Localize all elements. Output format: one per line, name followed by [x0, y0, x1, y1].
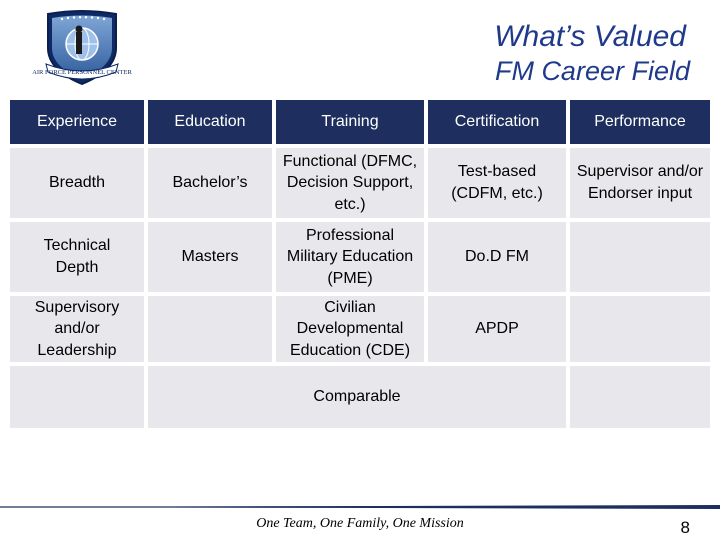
- table-cell: [148, 296, 272, 362]
- table-cell: Technical Depth: [10, 222, 144, 292]
- table-cell: Test-based (CDFM, etc.): [428, 148, 566, 218]
- table-cell: Functional (DFMC, Decision Support, etc.): [276, 148, 424, 218]
- career-field-table: [10, 100, 710, 428]
- column-header-certification: Certification: [428, 100, 566, 144]
- table-cell: Bachelor’s: [148, 148, 272, 218]
- table-cell: Supervisor and/or Endorser input: [570, 148, 710, 218]
- comparable-cell: Comparable: [148, 366, 566, 428]
- table-cell: [570, 222, 710, 292]
- column-header-training: Training: [276, 100, 424, 144]
- column-header-education: Education: [148, 100, 272, 144]
- column-header-performance: Performance: [570, 100, 710, 144]
- table-cell: Do.D FM: [428, 222, 566, 292]
- table-cell-empty: [10, 366, 144, 428]
- table-cell-empty: [570, 366, 710, 428]
- footer-divider: [0, 503, 720, 511]
- logo-text: AIR FORCE PERSONNEL CENTER: [32, 69, 132, 76]
- table-cell: APDP: [428, 296, 566, 362]
- table-cell: Breadth: [10, 148, 144, 218]
- footer-tagline: One Team, One Family, One Mission: [256, 516, 464, 531]
- column-header-experience: Experience: [10, 100, 144, 144]
- table-cell: Masters: [148, 222, 272, 292]
- page-title-line2: FM Career Field: [494, 56, 690, 86]
- page-number: 8: [680, 518, 690, 537]
- table-cell: Civilian Developmental Education (CDE): [276, 296, 424, 362]
- table-cell: [570, 296, 710, 362]
- table-cell: Supervisory and/or Leadership: [10, 296, 144, 362]
- table-cell: Professional Military Education (PME): [276, 222, 424, 292]
- air-force-personnel-center-logo: [32, 8, 132, 88]
- page-title-line1: What’s Valued: [494, 20, 686, 53]
